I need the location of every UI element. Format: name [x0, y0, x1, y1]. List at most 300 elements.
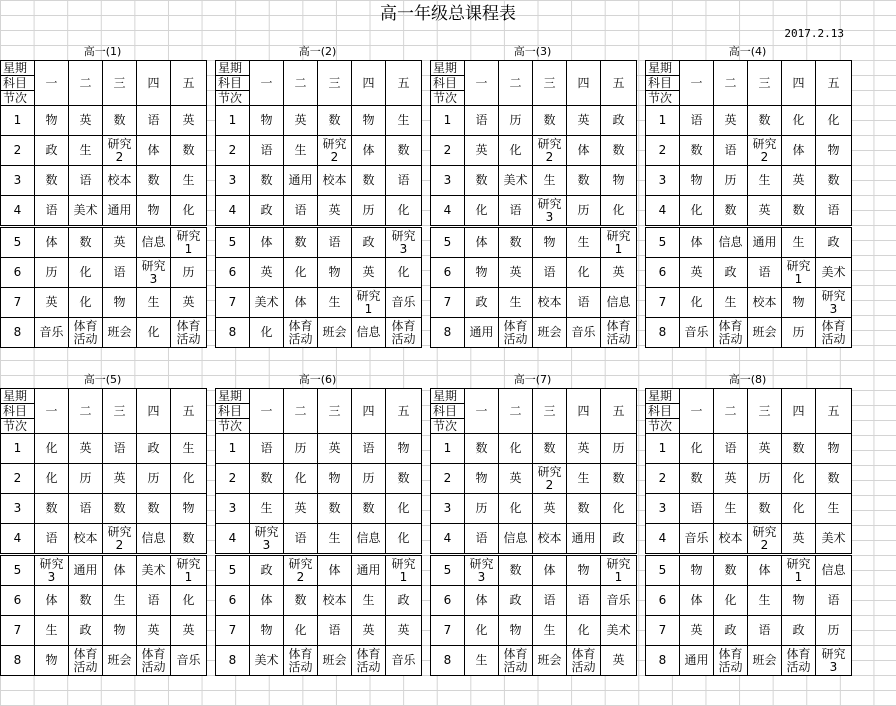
subject-cell — [171, 555, 207, 586]
subject-cell: 音乐 — [567, 318, 601, 348]
subject-cell — [816, 646, 852, 676]
subject-cell — [748, 136, 782, 166]
day-header: 一 — [465, 389, 499, 434]
subject-cell: 语 — [137, 106, 171, 136]
subject-text: 3 — [545, 209, 554, 224]
subject-text: 研究 — [537, 136, 562, 151]
period-number: 2 — [646, 464, 680, 494]
day-header: 四 — [567, 61, 601, 106]
subject-text: 体育 — [288, 646, 313, 661]
period-number: 2 — [216, 464, 250, 494]
subject-text: 体育 — [718, 646, 743, 661]
subject-cell: 美术 — [816, 258, 852, 288]
subject-text: 2 — [760, 149, 769, 164]
subject-cell — [533, 136, 567, 166]
subject-cell — [171, 227, 207, 258]
subject-cell: 化 — [386, 494, 422, 524]
subject-cell: 语 — [567, 586, 601, 616]
header-row — [646, 389, 852, 434]
day-header: 五 — [601, 61, 637, 106]
corner-cell — [431, 61, 465, 106]
period-row — [216, 318, 422, 348]
day-header: 二 — [284, 61, 318, 106]
header-row — [1, 61, 207, 106]
subject-text: 体育 — [176, 318, 201, 333]
period-number: 3 — [646, 166, 680, 196]
day-header: 四 — [352, 389, 386, 434]
subject-cell: 英 — [714, 106, 748, 136]
subject-cell: 语 — [465, 524, 499, 555]
subject-cell — [284, 555, 318, 586]
subject-cell: 物 — [103, 288, 137, 318]
subject-cell: 化 — [284, 616, 318, 646]
period-number: 5 — [216, 555, 250, 586]
subject-text: 研究 — [469, 556, 494, 571]
period-number: 3 — [431, 494, 465, 524]
subject-text: 研究 — [821, 646, 846, 661]
subject-cell: 化 — [386, 524, 422, 555]
day-header: 一 — [250, 389, 284, 434]
subject-text: 活动 — [176, 331, 201, 346]
subject-cell: 语 — [714, 434, 748, 464]
period-row — [431, 494, 637, 524]
subject-cell: 语 — [35, 524, 69, 555]
subject-cell: 语 — [250, 136, 284, 166]
subject-cell: 物 — [816, 136, 852, 166]
subject-cell: 数 — [816, 464, 852, 494]
subject-cell: 化 — [465, 616, 499, 646]
subject-cell: 语 — [533, 258, 567, 288]
subject-cell: 通用 — [567, 524, 601, 555]
day-header: 三 — [533, 61, 567, 106]
day-header: 四 — [782, 389, 816, 434]
subject-cell: 历 — [714, 166, 748, 196]
subject-cell: 班会 — [533, 646, 567, 676]
day-header: 三 — [318, 61, 352, 106]
subject-cell: 历 — [171, 258, 207, 288]
subject-cell: 物 — [567, 555, 601, 586]
subject-cell: 生 — [137, 288, 171, 318]
period-number: 1 — [431, 106, 465, 136]
day-header: 四 — [137, 61, 171, 106]
class-title: 高一(8) — [728, 373, 767, 386]
corner-label: 科目 — [1, 76, 34, 91]
subject-text: 研究 — [752, 524, 777, 539]
subject-cell: 数 — [386, 136, 422, 166]
subject-text: 活动 — [606, 331, 631, 346]
subject-cell — [714, 318, 748, 348]
period-row — [431, 434, 637, 464]
subject-cell: 政 — [499, 586, 533, 616]
period-row — [646, 258, 852, 288]
period-row — [646, 555, 852, 586]
day-header: 一 — [35, 61, 69, 106]
subject-cell — [386, 227, 422, 258]
subject-text: 1 — [184, 569, 193, 584]
subject-cell: 通用 — [284, 166, 318, 196]
timetable-table — [645, 60, 852, 348]
subject-cell: 物 — [499, 616, 533, 646]
subject-cell — [318, 136, 352, 166]
subject-cell: 生 — [318, 288, 352, 318]
subject-cell: 数 — [137, 494, 171, 524]
subject-cell — [782, 646, 816, 676]
subject-cell: 数 — [748, 494, 782, 524]
subject-cell: 体 — [567, 136, 601, 166]
subject-cell: 历 — [601, 434, 637, 464]
timetable-table — [0, 388, 207, 676]
period-number: 1 — [216, 434, 250, 464]
subject-cell: 数 — [69, 227, 103, 258]
subject-text: 1 — [399, 569, 408, 584]
subject-cell — [601, 227, 637, 258]
subject-cell: 政 — [601, 524, 637, 555]
period-row — [216, 196, 422, 227]
subject-cell — [499, 646, 533, 676]
subject-cell: 语 — [816, 196, 852, 227]
period-row — [216, 494, 422, 524]
period-number: 3 — [646, 494, 680, 524]
subject-cell — [748, 524, 782, 555]
subject-cell: 英 — [137, 616, 171, 646]
subject-cell: 数 — [499, 555, 533, 586]
subject-cell: 英 — [284, 494, 318, 524]
period-number: 7 — [1, 616, 35, 646]
subject-text: 3 — [477, 569, 486, 584]
subject-cell: 数 — [601, 136, 637, 166]
subject-cell — [533, 464, 567, 494]
period-row — [646, 288, 852, 318]
corner-cell — [1, 61, 35, 106]
subject-cell: 英 — [748, 196, 782, 227]
subject-cell: 班会 — [318, 318, 352, 348]
period-number: 3 — [216, 494, 250, 524]
subject-cell: 体 — [748, 555, 782, 586]
page-title: 高一年级总课程表 — [380, 4, 516, 24]
subject-cell: 生 — [465, 646, 499, 676]
period-row — [1, 586, 207, 616]
subject-text: 3 — [829, 301, 838, 316]
subject-text: 研究 — [176, 228, 201, 243]
subject-text: 研究 — [821, 288, 846, 303]
subject-cell: 信息 — [499, 524, 533, 555]
subject-cell: 英 — [748, 434, 782, 464]
day-header: 三 — [748, 389, 782, 434]
subject-cell: 语 — [250, 434, 284, 464]
subject-cell: 历 — [465, 494, 499, 524]
subject-cell: 信息 — [137, 524, 171, 555]
subject-cell: 班会 — [748, 646, 782, 676]
subject-cell: 数 — [714, 196, 748, 227]
corner-label: 节次 — [3, 91, 28, 105]
subject-cell — [533, 196, 567, 227]
subject-cell: 英 — [318, 434, 352, 464]
subject-cell: 化 — [284, 464, 318, 494]
subject-cell: 政 — [714, 616, 748, 646]
subject-cell: 美术 — [250, 646, 284, 676]
subject-cell: 英 — [714, 464, 748, 494]
subject-cell: 体 — [465, 227, 499, 258]
subject-cell: 化 — [714, 586, 748, 616]
subject-text: 体育 — [288, 318, 313, 333]
period-row — [646, 318, 852, 348]
period-number: 8 — [431, 318, 465, 348]
corner-label: 星期 — [216, 61, 249, 76]
period-number: 4 — [431, 196, 465, 227]
day-header: 二 — [69, 61, 103, 106]
subject-cell: 化 — [250, 318, 284, 348]
subject-cell: 生 — [748, 166, 782, 196]
subject-cell: 政 — [782, 616, 816, 646]
subject-text: 2 — [115, 149, 124, 164]
period-number: 7 — [646, 616, 680, 646]
period-number: 6 — [216, 258, 250, 288]
subject-cell: 体 — [103, 555, 137, 586]
period-row — [646, 227, 852, 258]
subject-text: 研究 — [254, 524, 279, 539]
corner-cell — [431, 389, 465, 434]
subject-text: 研究 — [537, 196, 562, 211]
subject-cell: 信息 — [601, 288, 637, 318]
subject-cell — [69, 646, 103, 676]
day-header: 二 — [69, 389, 103, 434]
subject-cell: 生 — [533, 166, 567, 196]
subject-cell: 化 — [601, 494, 637, 524]
subject-cell: 数 — [103, 494, 137, 524]
corner-label: 节次 — [648, 91, 673, 105]
corner-label: 节次 — [648, 419, 673, 433]
header-row — [1, 389, 207, 434]
subject-cell: 语 — [386, 166, 422, 196]
day-header: 一 — [465, 61, 499, 106]
subject-cell: 信息 — [137, 227, 171, 258]
subject-cell — [816, 318, 852, 348]
subject-cell: 信息 — [352, 524, 386, 555]
day-header: 二 — [499, 61, 533, 106]
subject-cell: 英 — [171, 288, 207, 318]
subject-text: 研究 — [107, 136, 132, 151]
period-number: 5 — [646, 555, 680, 586]
period-number: 1 — [1, 434, 35, 464]
subject-text: 活动 — [821, 331, 846, 346]
period-row — [431, 227, 637, 258]
subject-cell: 音乐 — [680, 524, 714, 555]
subject-cell: 美术 — [816, 524, 852, 555]
subject-cell: 音乐 — [171, 646, 207, 676]
subject-text: 体育 — [73, 646, 98, 661]
day-header: 二 — [284, 389, 318, 434]
corner-label: 星期 — [646, 61, 679, 76]
subject-text: 研究 — [752, 136, 777, 151]
subject-cell: 语 — [284, 524, 318, 555]
subject-cell: 政 — [816, 227, 852, 258]
subject-cell: 生 — [816, 494, 852, 524]
subject-cell: 语 — [465, 106, 499, 136]
subject-cell — [567, 646, 601, 676]
header-row — [431, 389, 637, 434]
period-row — [1, 318, 207, 348]
subject-cell: 体 — [465, 586, 499, 616]
period-row — [646, 106, 852, 136]
period-row — [646, 166, 852, 196]
subject-cell: 美术 — [601, 616, 637, 646]
period-number: 3 — [431, 166, 465, 196]
day-header: 一 — [680, 389, 714, 434]
subject-cell — [816, 288, 852, 318]
period-number: 4 — [431, 524, 465, 555]
period-number: 7 — [431, 288, 465, 318]
subject-cell: 历 — [748, 464, 782, 494]
subject-cell: 化 — [386, 258, 422, 288]
subject-cell: 数 — [567, 166, 601, 196]
subject-text: 3 — [262, 537, 271, 552]
subject-cell: 英 — [35, 288, 69, 318]
corner-label: 节次 — [218, 91, 243, 105]
subject-text: 活动 — [73, 331, 98, 346]
subject-cell: 音乐 — [601, 586, 637, 616]
period-number: 1 — [216, 106, 250, 136]
subject-cell: 数 — [465, 434, 499, 464]
subject-text: 体育 — [141, 646, 166, 661]
subject-cell — [284, 318, 318, 348]
period-row — [1, 555, 207, 586]
timetable-table — [215, 388, 422, 676]
subject-cell: 语 — [69, 494, 103, 524]
corner-label: 科目 — [216, 404, 249, 419]
subject-cell: 数 — [284, 586, 318, 616]
period-row — [216, 136, 422, 166]
subject-text: 活动 — [356, 659, 381, 674]
subject-cell: 政 — [35, 136, 69, 166]
period-number: 3 — [1, 166, 35, 196]
subject-text: 研究 — [537, 464, 562, 479]
subject-cell — [386, 318, 422, 348]
subject-text: 研究 — [606, 556, 631, 571]
period-number: 5 — [646, 227, 680, 258]
period-row — [1, 258, 207, 288]
subject-cell — [782, 258, 816, 288]
subject-cell: 班会 — [318, 646, 352, 676]
subject-cell: 体 — [680, 227, 714, 258]
period-row — [1, 434, 207, 464]
subject-cell: 数 — [748, 106, 782, 136]
day-header: 三 — [748, 61, 782, 106]
day-header: 五 — [171, 61, 207, 106]
period-number: 8 — [216, 646, 250, 676]
subject-cell: 化 — [465, 196, 499, 227]
corner-label: 星期 — [431, 61, 464, 76]
period-number: 6 — [1, 258, 35, 288]
class-title: 高一(5) — [83, 373, 122, 386]
subject-text: 活动 — [391, 331, 416, 346]
subject-cell — [601, 555, 637, 586]
class-title: 高一(2) — [298, 45, 337, 58]
subject-text: 2 — [296, 569, 305, 584]
subject-cell: 英 — [680, 258, 714, 288]
subject-cell: 美术 — [137, 555, 171, 586]
subject-text: 2 — [545, 477, 554, 492]
corner-label: 科目 — [1, 404, 34, 419]
subject-cell: 校本 — [103, 166, 137, 196]
subject-cell: 校本 — [318, 166, 352, 196]
period-row — [431, 318, 637, 348]
subject-cell: 历 — [816, 616, 852, 646]
subject-cell: 数 — [465, 166, 499, 196]
corner-label: 节次 — [433, 91, 458, 105]
day-header: 五 — [386, 61, 422, 106]
day-header: 五 — [601, 389, 637, 434]
day-header: 一 — [250, 61, 284, 106]
subject-cell: 校本 — [533, 288, 567, 318]
subject-cell: 体 — [533, 555, 567, 586]
corner-label: 节次 — [218, 419, 243, 433]
subject-cell: 化 — [567, 616, 601, 646]
subject-cell: 数 — [250, 166, 284, 196]
subject-cell: 数 — [69, 586, 103, 616]
subject-cell: 体 — [782, 136, 816, 166]
subject-cell: 政 — [714, 258, 748, 288]
subject-text: 1 — [184, 241, 193, 256]
timetable-table — [430, 60, 637, 348]
subject-cell: 班会 — [533, 318, 567, 348]
timetable-table — [645, 388, 852, 676]
period-row — [646, 586, 852, 616]
period-number: 8 — [1, 318, 35, 348]
subject-cell: 体 — [137, 136, 171, 166]
subject-cell: 化 — [69, 288, 103, 318]
period-row — [431, 616, 637, 646]
subject-text: 体育 — [821, 318, 846, 333]
subject-cell: 历 — [35, 258, 69, 288]
period-row — [216, 646, 422, 676]
timetable-table — [0, 60, 207, 348]
header-row — [216, 61, 422, 106]
day-header: 四 — [352, 61, 386, 106]
subject-cell: 化 — [782, 494, 816, 524]
period-number: 5 — [1, 555, 35, 586]
timetable-table — [430, 388, 637, 676]
subject-cell: 生 — [567, 464, 601, 494]
subject-cell: 校本 — [748, 288, 782, 318]
subject-cell: 体 — [250, 227, 284, 258]
subject-cell: 英 — [499, 464, 533, 494]
subject-text: 活动 — [141, 659, 166, 674]
day-header: 五 — [171, 389, 207, 434]
subject-cell: 英 — [680, 616, 714, 646]
subject-cell: 政 — [465, 288, 499, 318]
period-number: 3 — [1, 494, 35, 524]
subject-cell: 物 — [35, 106, 69, 136]
subject-cell: 班会 — [748, 318, 782, 348]
corner-label: 星期 — [646, 389, 679, 404]
subject-cell: 历 — [137, 464, 171, 494]
period-row — [1, 494, 207, 524]
subject-cell: 语 — [69, 166, 103, 196]
corner-label: 科目 — [646, 404, 679, 419]
class-title: 高一(3) — [513, 45, 552, 58]
subject-cell: 英 — [318, 196, 352, 227]
period-number: 4 — [646, 524, 680, 555]
subject-cell: 语 — [533, 586, 567, 616]
subject-text: 活动 — [288, 331, 313, 346]
subject-cell: 物 — [465, 464, 499, 494]
subject-cell: 数 — [318, 494, 352, 524]
period-row — [216, 586, 422, 616]
subject-cell: 生 — [284, 136, 318, 166]
subject-cell: 通用 — [748, 227, 782, 258]
day-header: 三 — [318, 389, 352, 434]
period-number: 1 — [646, 434, 680, 464]
